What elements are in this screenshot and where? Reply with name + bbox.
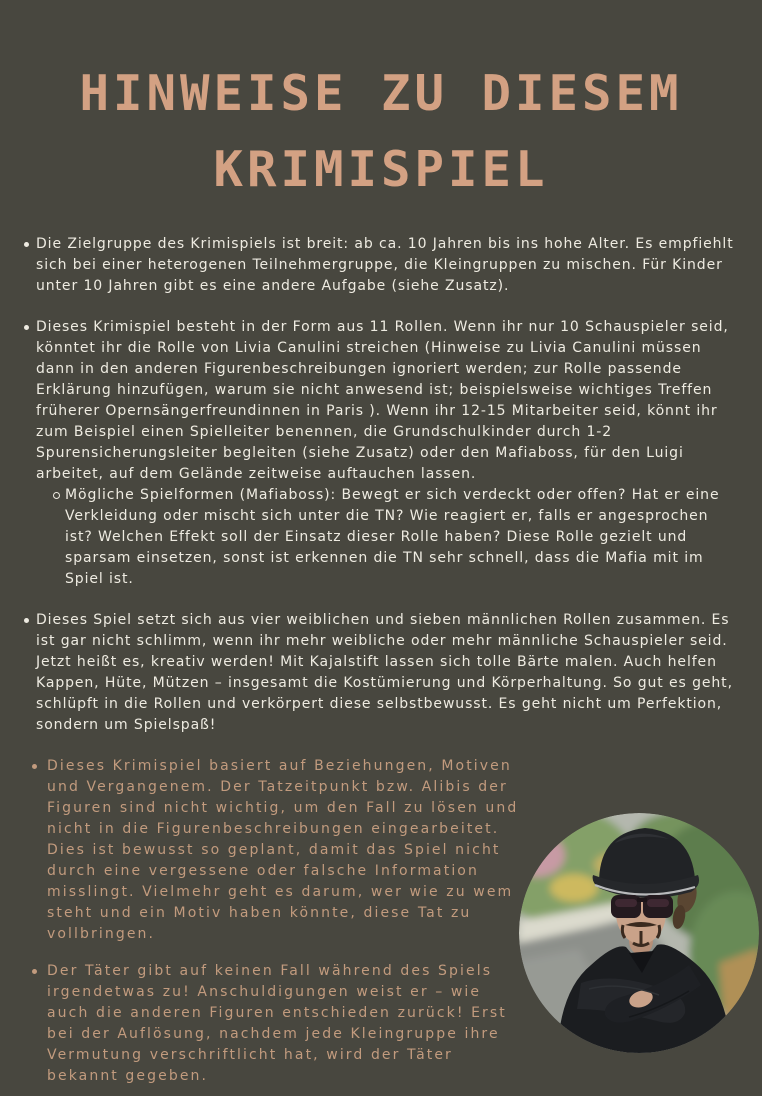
bullet-dot-icon (32, 961, 47, 1087)
sub-bullet-item (53, 485, 740, 590)
bullet-dot-icon (24, 234, 36, 297)
sub-bullet-list (36, 485, 740, 590)
bullet-item (32, 756, 525, 945)
bullet-dot-icon (24, 317, 36, 590)
bullet-item (24, 234, 740, 297)
accent-bullet-text: Der Täter gibt auf keinen Fall während des Spiels irgendetwas zu! Anschuldigungen weist er – wie auch die anderen Figuren entschieden zurück! Erst bei der Auflösung, nachdem jede Kleingruppe ihre Vermutung verschriftlicht hat, wird der Täter bekannt gegeben. (47, 963, 507, 1084)
suspect-photo-illustration (519, 813, 759, 1053)
disguised-suspect-photo (519, 813, 759, 1053)
bullet-text (36, 317, 740, 590)
main-bullet-list (0, 234, 762, 736)
sub-bullet-text: Mögliche Spielformen (Mafiaboss): Bewegt er sich verdeckt oder offen? Hat er eine Verkleidung oder mischt sich unter die TN? Wie reagiert er, falls er angesprochen ist? Welchen Effekt soll der Einsatz dieser Rolle haben? Diese Rolle gezielt und sparsam einsetzen, sonst ist erkennen die TN sehr schnell, dass die Mafia mit im Spiel ist. (65, 487, 720, 587)
bullet-item (24, 317, 740, 590)
accent-bullet-text: Dieses Krimispiel basiert auf Beziehungen, Motiven und Vergangenem. Der Tatzeitpunkt bzw. Alibis der Figuren sind nicht wichtig, um den Fall zu lösen und nicht in die Figurenbeschreibungen eingearbeitet. Dies ist bewusst so geplant, damit das Spiel nicht durch eine vergessene oder falsche Information misslingt. Vielmehr geht es darum, wer wie zu wem steht und ein Motiv haben könnte, diese Tat zu vollbringen. (47, 758, 519, 942)
accent-bullet-list (0, 756, 525, 1087)
title-line-1: HINWEISE ZU DIESEM (79, 65, 683, 122)
bullet-item (32, 961, 525, 1087)
bullet-ring-icon (53, 485, 65, 590)
bullet-text: Die Zielgruppe des Krimispiels ist breit: ab ca. 10 Jahren bis ins hohe Alter. Es empfiehlt sich bei einer heterogenen Teilnehmergruppe, die Kleingruppen zu mischen. Für Kinder unter 10 Jahren gibt es eine andere Aufgabe (siehe Zusatz). (36, 236, 734, 294)
page-title (0, 56, 762, 208)
bullet-item (24, 610, 740, 736)
bullet-dot-icon (32, 756, 47, 945)
title-line-2: KRIMISPIEL (213, 141, 549, 198)
bullet-text-main: Dieses Krimispiel besteht in der Form aus 11 Rollen. Wenn ihr nur 10 Schauspieler seid, könntet ihr die Rolle von Livia Canulini streichen (Hinweise zu Livia Canulini müssen dann in den anderen Figurenbeschreibungen ignoriert werden; zur Rolle passende Erklärung hinzufügen, warum sie nicht anwesend ist; beispielsweise wichtiges Treffen früherer Opernsängerfreundinnen in Paris ). Wenn ihr 12-15 Mitarbeiter seid, könnt ihr zum Beispiel einen Spielleiter benennen, die Grundschulkinder durch 1-2 Spurensicherungsleiter begleiten (siehe Zusatz) oder den Mafiaboss, für den Luigi arbeitet, auf dem Gelände zeitweise auftauchen lassen. (36, 319, 729, 482)
bullet-dot-icon (24, 610, 36, 736)
bullet-text: Dieses Spiel setzt sich aus vier weiblichen und sieben männlichen Rollen zusammen. Es ist gar nicht schlimm, wenn ihr mehr weibliche oder mehr männliche Schauspieler seid. Jetzt heißt es, kreativ werden! Mit Kajalstift lassen sich tolle Bärte malen. Auch helfen Kappen, Hüte, Mützen – insgesamt die Kostümierung und Körperhaltung. So gut es geht, schlüpft in die Rollen und verkörpert diese selbstbewusst. Es geht nicht um Perfektion, sondern um Spielspaß! (36, 612, 733, 733)
